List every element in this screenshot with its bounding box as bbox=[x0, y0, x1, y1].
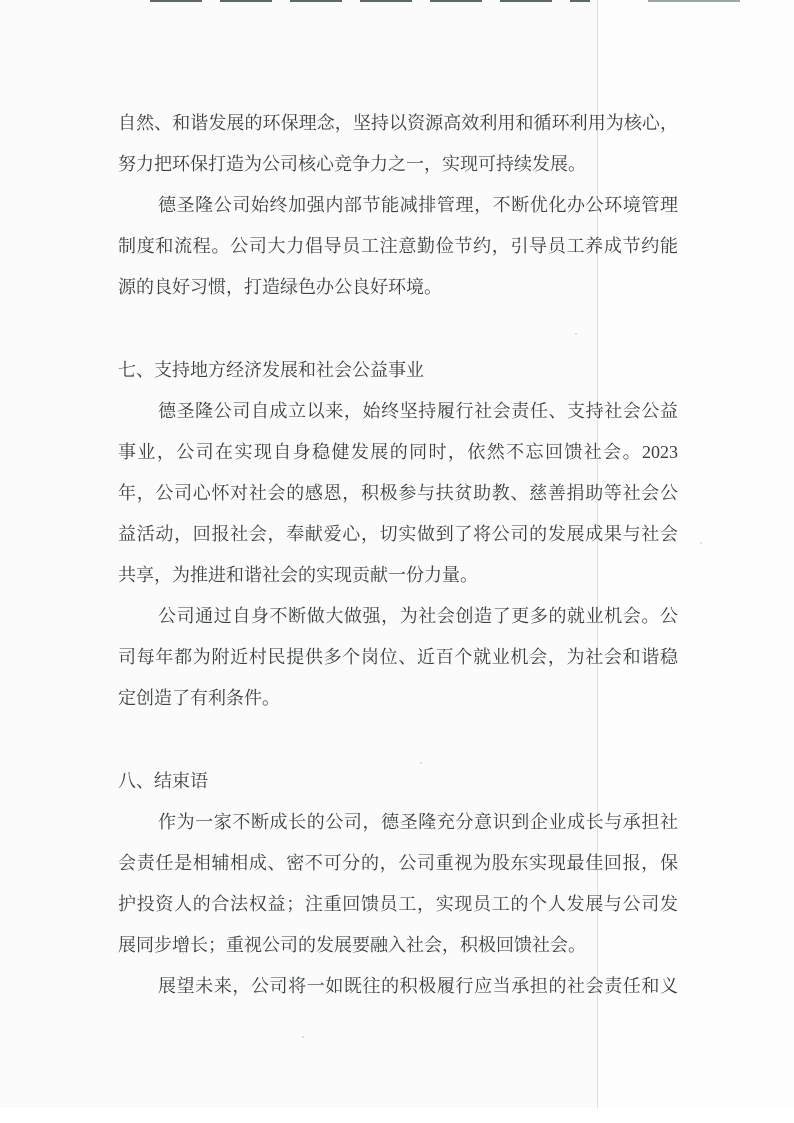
text-line: 公司通过自身不断做大做强，为社会创造了更多的就业机会。公 bbox=[158, 606, 678, 626]
text-line: 德圣隆公司始终加强内部节能减排管理，不断优化办公环境管理 bbox=[158, 195, 678, 215]
document-content bbox=[118, 103, 678, 1007]
text-line: 德圣隆公司自成立以来，始终坚持履行社会责任、支持社会公益 bbox=[158, 401, 678, 421]
text-line: 自然、和谐发展的环保理念，坚持以资源高效利用和循环利用为核心， bbox=[118, 113, 678, 133]
section-heading: 八、结束语 bbox=[118, 771, 208, 791]
text-line: 会责任是相辅相成、密不可分的，公司重视为股东实现最佳回报，保 bbox=[118, 853, 678, 873]
text-line: 司每年都为附近村民提供多个岗位、近百个就业机会，为社会和谐稳 bbox=[118, 647, 678, 667]
text-line: 展同步增长；重视公司的发展要融入社会，积极回馈社会。 bbox=[118, 935, 586, 955]
text-line: 年，公司心怀对社会的感恩，积极参与扶贫助教、慈善捐助等社会公 bbox=[118, 483, 678, 503]
scan-speck bbox=[302, 1036, 304, 1038]
text-line: 制度和流程。公司大力倡导员工注意勤俭节约，引导员工养成节约能 bbox=[118, 236, 678, 256]
text-line: 共享，为推进和谐社会的实现贡献一份力量。 bbox=[118, 565, 478, 585]
text-line: 源的良好习惯，打造绿色办公良好环境。 bbox=[118, 277, 442, 297]
text-line: 事业，公司在实现自身稳健发展的同时，依然不忘回馈社会。2023 bbox=[118, 442, 678, 462]
scan-speck bbox=[700, 542, 702, 544]
section-heading: 七、支持地方经济发展和社会公益事业 bbox=[118, 360, 424, 380]
section bbox=[118, 350, 678, 719]
text-line: 定创造了有利条件。 bbox=[118, 688, 280, 708]
section bbox=[118, 103, 678, 308]
section bbox=[118, 761, 678, 1007]
text-line: 努力把环保打造为公司核心竞争力之一，实现可持续发展。 bbox=[118, 154, 586, 174]
text-line: 展望未来，公司将一如既往的积极履行应当承担的社会责任和义 bbox=[158, 976, 678, 996]
scan-top-edge-artifact bbox=[150, 0, 590, 2]
text-line: 护投资人的合法权益；注重回馈员工，实现员工的个人发展与公司发 bbox=[118, 894, 678, 914]
scan-top-edge-artifact bbox=[648, 0, 740, 2]
text-line: 益活动，回报社会，奉献爱心，切实做到了将公司的发展成果与社会 bbox=[118, 524, 678, 544]
text-line: 作为一家不断成长的公司，德圣隆充分意识到企业成长与承担社 bbox=[158, 812, 678, 832]
